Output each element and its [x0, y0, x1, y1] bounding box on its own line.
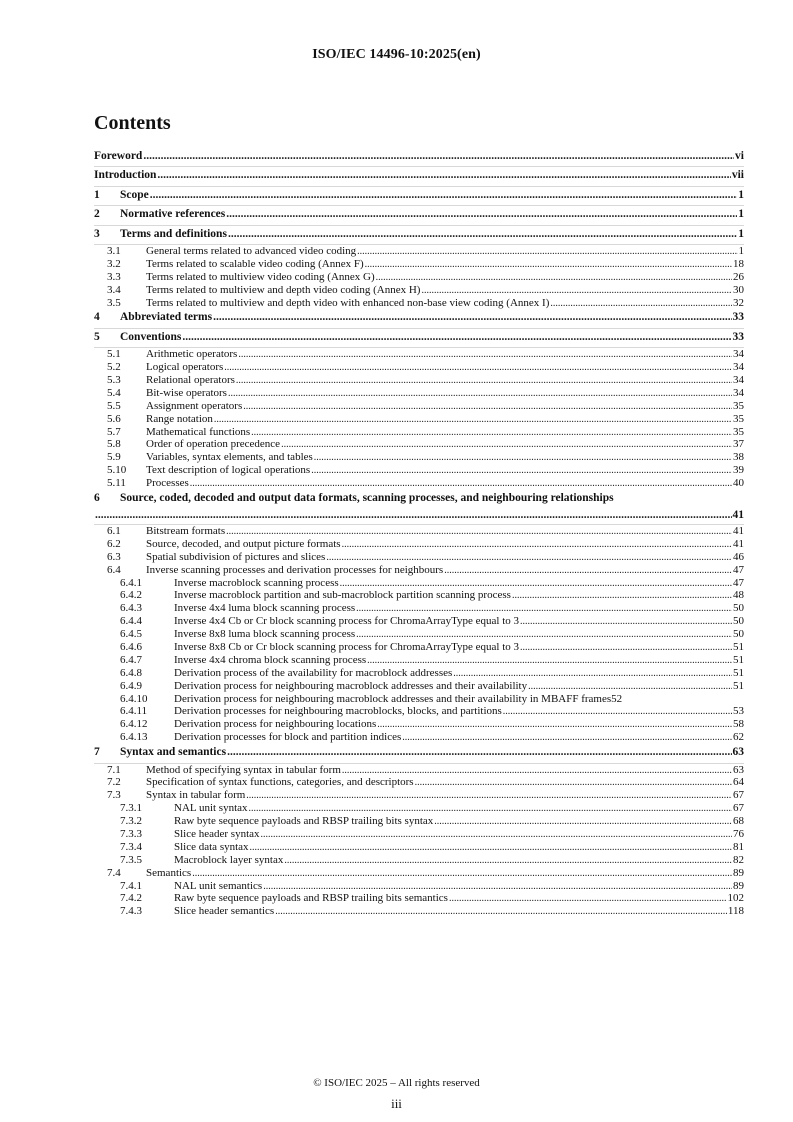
- toc-entry[interactable]: [94, 802, 744, 815]
- toc-entry-page: 34: [733, 361, 744, 374]
- toc-entry-page: 53: [733, 705, 744, 718]
- toc-entry-number: 7.3.3: [120, 827, 142, 840]
- toc-entry-number: 6.4.12: [120, 718, 148, 731]
- toc-entry-number: 5.11: [107, 477, 126, 490]
- toc-entry-page: 102: [727, 892, 744, 905]
- toc-entry[interactable]: [94, 693, 744, 706]
- toc-dot-leader: [214, 413, 732, 427]
- toc-entry[interactable]: [94, 705, 744, 718]
- toc-entry-title: Inverse 8x8 Cb or Cr block scanning process for ChromaArrayType equal to 3: [174, 641, 520, 653]
- toc-dot-leader: [143, 148, 734, 165]
- toc-entry[interactable]: [94, 348, 744, 361]
- toc-dot-leader: [243, 400, 732, 414]
- toc-dot-leader: [311, 464, 732, 478]
- toc-entry-page: 48: [733, 589, 744, 602]
- toc-entry-page: 1: [738, 227, 744, 240]
- toc-entry[interactable]: [94, 764, 744, 777]
- toc-entry-page: 18: [733, 257, 744, 270]
- toc-entry-page: 35: [733, 399, 744, 412]
- toc-dot-leader: [356, 628, 732, 642]
- toc-entry-title: General terms related to advanced video coding: [146, 244, 357, 257]
- toc-dot-leader: [377, 718, 732, 732]
- toc-entry-title: Slice header semantics: [174, 905, 275, 918]
- toc-entry[interactable]: [94, 905, 744, 918]
- toc-dot-leader: [281, 438, 732, 452]
- toc-entry-number: 6.4.1: [120, 576, 142, 589]
- toc-entry[interactable]: [94, 329, 744, 348]
- toc-entry[interactable]: [94, 841, 744, 854]
- toc-dot-leader: [376, 271, 732, 285]
- toc-entry-title: Spatial subdivision of pictures and slices: [146, 550, 326, 563]
- toc-entry-page: 35: [733, 425, 744, 438]
- toc-dot-leader: [284, 854, 732, 868]
- toc-dot-leader: [250, 841, 732, 855]
- toc-entry-title: Slice header syntax: [174, 827, 260, 840]
- toc-entry-title: Processes: [146, 477, 189, 490]
- toc-entry[interactable]: [94, 744, 744, 763]
- toc-entry-title: Inverse macroblock scanning process: [174, 576, 339, 589]
- toc-entry[interactable]: [94, 374, 744, 387]
- toc-entry-title: Abbreviated terms: [120, 311, 213, 324]
- toc-dot-leader: [192, 867, 732, 881]
- toc-entry-page: 51: [733, 666, 744, 679]
- toc-dot-leader: [520, 615, 732, 629]
- toc-dot-leader: [520, 641, 732, 655]
- toc-entry-number: 7.3.1: [120, 802, 142, 815]
- toc-entry[interactable]: [94, 667, 744, 680]
- toc-entry[interactable]: [94, 226, 744, 245]
- toc-entry[interactable]: [94, 245, 744, 258]
- toc-entry-number: 5.7: [107, 425, 121, 438]
- toc-dot-leader: [263, 880, 732, 894]
- toc-entry-number: 3.1: [107, 244, 121, 257]
- toc-entry-title: Derivation process for neighbouring macroblock addresses and their availability: [174, 679, 528, 692]
- toc-dot-leader: [528, 680, 732, 694]
- toc-dot-leader: [226, 206, 737, 223]
- toc-entry-title: Introduction: [94, 169, 157, 182]
- toc-dot-leader: [449, 892, 727, 906]
- toc-entry-number: 3.2: [107, 257, 121, 270]
- toc-entry-title: Range notation: [146, 412, 213, 425]
- toc-entry-title: Terms related to scalable video coding (Annex F): [146, 257, 364, 270]
- toc-entry-number: 6.4.5: [120, 628, 142, 641]
- toc-entry-number: 3.4: [107, 283, 121, 296]
- toc-entry-page: 68: [733, 815, 744, 828]
- toc-entry-title: Assignment operators: [146, 399, 243, 412]
- toc-entry[interactable]: [94, 615, 744, 628]
- toc-entry-title: Inverse 4x4 luma block scanning process: [174, 602, 356, 615]
- toc-entry-number: 6.4.11: [120, 705, 148, 718]
- toc-dot-leader: [228, 387, 732, 401]
- toc-entry[interactable]: [94, 426, 744, 439]
- toc-entry[interactable]: [94, 284, 744, 297]
- toc-entry-title: Conventions: [120, 330, 182, 343]
- toc-entry-page: 81: [733, 840, 744, 853]
- toc-entry-number: 3.5: [107, 296, 121, 309]
- toc-dot-leader: [226, 525, 732, 539]
- toc-entry-page: 34: [733, 373, 744, 386]
- toc-dot-leader: [342, 538, 732, 552]
- toc-entry[interactable]: [94, 477, 744, 490]
- toc-entry-page: 89: [733, 866, 744, 879]
- toc-entry[interactable]: [94, 654, 744, 667]
- toc-entry-page: 30: [733, 283, 744, 296]
- toc-dot-leader: [357, 245, 737, 259]
- toc-entry[interactable]: [94, 589, 744, 602]
- toc-entry-page: 67: [733, 802, 744, 815]
- toc-entry-number: 5.3: [107, 373, 121, 386]
- toc-entry-title: NAL unit syntax: [174, 802, 248, 815]
- toc-entry[interactable]: [94, 451, 744, 464]
- toc-entry-page: 58: [733, 718, 744, 731]
- toc-entry-page: 26: [733, 270, 744, 283]
- toc-dot-leader: [224, 361, 732, 375]
- toc-entry-number: 5.6: [107, 412, 121, 425]
- toc-entry-page: 52: [611, 692, 623, 705]
- toc-entry-title: Terms related to multiview and depth video coding (Annex H): [146, 283, 421, 296]
- toc-entry-page: 82: [733, 853, 744, 866]
- toc-entry-title: Macroblock layer syntax: [174, 853, 284, 866]
- toc-entry-number: 7.4.3: [120, 905, 142, 918]
- toc-entry-page: 63: [733, 763, 744, 776]
- toc-entry-number: 6.4.3: [120, 602, 142, 615]
- toc-entry[interactable]: [94, 271, 744, 284]
- toc-entry[interactable]: [94, 867, 744, 880]
- toc-entry-title: Slice data syntax: [174, 840, 249, 853]
- toc-dot-leader: [261, 828, 732, 842]
- toc-entry-page: 41: [733, 524, 744, 537]
- toc-dot-leader: [340, 577, 732, 591]
- toc-entry[interactable]: [94, 880, 744, 893]
- toc-dot-leader: [342, 764, 732, 778]
- toc-entry[interactable]: [94, 854, 744, 867]
- toc-dot-leader: [228, 226, 737, 243]
- toc-entry[interactable]: [94, 387, 744, 400]
- toc-entry-number: 6.2: [107, 537, 121, 550]
- toc-dot-leader: [213, 309, 731, 326]
- toc-entry-title: Specification of syntax functions, categories, and descriptors: [146, 776, 414, 789]
- toc-entry-number: 7.3.5: [120, 853, 142, 866]
- toc-entry-page: 89: [733, 879, 744, 892]
- toc-entry-page: 63: [732, 746, 744, 759]
- toc-dot-leader: [249, 802, 732, 816]
- toc-entry-number: 6: [94, 491, 100, 504]
- toc-entry[interactable]: [94, 680, 744, 693]
- toc-entry-title: Derivation processes for block and partition indices: [174, 731, 402, 744]
- toc-entry-title: Inverse scanning processes and derivation processes for neighbours: [146, 563, 444, 576]
- toc-entry-title: Terms and definitions: [120, 227, 227, 240]
- toc-entry-number: 5.2: [107, 361, 121, 374]
- toc-entry[interactable]: [94, 602, 744, 615]
- toc-entry-number: 3: [94, 227, 100, 240]
- toc-entry-page: 33: [732, 330, 744, 343]
- toc-entry-title: Derivation processes for neighbouring macroblocks, blocks, and partitions: [174, 705, 502, 718]
- toc-entry-number: 5.4: [107, 386, 121, 399]
- toc-dot-leader: [550, 297, 732, 311]
- toc-entry-title: Bit-wise operators: [146, 386, 227, 399]
- toc-dot-leader: [182, 329, 731, 346]
- toc-entry-title: Method of specifying syntax in tabular form: [146, 763, 341, 776]
- toc-dot-leader: [95, 507, 732, 524]
- toc-entry-title: Variables, syntax elements, and tables: [146, 451, 313, 464]
- toc-entry[interactable]: [94, 577, 744, 590]
- toc-dot-leader: [365, 258, 732, 272]
- toc-entry-title: Raw byte sequence payloads and RBSP trailing bits semantics: [174, 892, 448, 905]
- toc-entry-number: 7.4.1: [120, 879, 142, 892]
- toc-entry-page: 39: [733, 464, 744, 477]
- toc-entry-number: 7.3: [107, 789, 121, 802]
- toc-dot-leader: [236, 374, 732, 388]
- toc-dot-leader: [326, 551, 732, 565]
- toc-entry-title: Source, decoded, and output picture formats: [146, 537, 341, 550]
- toc-entry-title: Logical operators: [146, 361, 224, 374]
- toc-entry-number: 7.4: [107, 866, 121, 879]
- toc-entry-title: Inverse 4x4 chroma block scanning process: [174, 653, 367, 666]
- toc-entry-page: 41: [732, 508, 744, 521]
- toc-entry-title: Arithmetic operators: [146, 348, 238, 361]
- toc-entry-page: 51: [733, 641, 744, 653]
- toc-entry-number: 7.2: [107, 776, 121, 789]
- toc-entry-title: Source, coded, decoded and output data formats, scanning processes, and neighbouring relationships: [120, 491, 614, 504]
- toc-entry-number: 7.4.2: [120, 892, 142, 905]
- toc-entry-number: 5.10: [107, 464, 127, 477]
- toc-entry[interactable]: [94, 892, 744, 905]
- toc-entry-page: 50: [733, 628, 744, 641]
- toc-entry-page: 32: [733, 296, 744, 309]
- toc-dot-leader: [150, 187, 738, 204]
- toc-entry-number: 6.4.7: [120, 653, 142, 666]
- toc-entry-title: Order of operation precedence: [146, 438, 281, 451]
- toc-entry-number: 7: [94, 746, 100, 759]
- toc-entry-number: 6.4.4: [120, 615, 142, 628]
- toc-entry-page: 35: [733, 412, 744, 425]
- toc-entry-number: 7.3.4: [120, 840, 142, 853]
- toc-entry[interactable]: [94, 361, 744, 374]
- toc-entry[interactable]: [94, 206, 744, 225]
- toc-entry-number: 6.4.9: [120, 679, 142, 692]
- toc-entry-page: 67: [733, 789, 744, 802]
- toc-entry[interactable]: [94, 297, 744, 310]
- toc-entry-title: Syntax and semantics: [120, 746, 227, 759]
- toc-entry-page: 47: [733, 563, 744, 576]
- toc-entry-number: 7.3.2: [120, 815, 142, 828]
- toc-dot-leader: [512, 589, 732, 603]
- toc-dot-leader: [227, 744, 731, 761]
- toc-dot-leader: [314, 451, 732, 465]
- toc-entry-page: 50: [733, 602, 744, 615]
- toc-entry[interactable]: [94, 258, 744, 271]
- toc-entry[interactable]: [94, 167, 744, 186]
- toc-entry-number: 6.4.13: [120, 731, 148, 744]
- toc-entry[interactable]: [94, 641, 744, 654]
- toc-entry-page: 50: [733, 615, 744, 628]
- copyright-footer: © ISO/IEC 2025 – All rights reserved: [313, 1077, 480, 1089]
- toc-entry-number: 5.1: [107, 348, 121, 361]
- toc-entry-number: 5.5: [107, 399, 121, 412]
- toc-entry-number: 6.3: [107, 550, 121, 563]
- toc-entry-page: 118: [727, 905, 744, 918]
- toc-dot-leader: [415, 776, 732, 790]
- toc-entry[interactable]: [94, 789, 744, 802]
- toc-dot-leader: [275, 905, 727, 919]
- contents-heading: Contents: [94, 112, 171, 134]
- toc-entry[interactable]: [94, 538, 744, 551]
- toc-entry-number: 5.8: [107, 438, 121, 451]
- toc-entry-title: NAL unit semantics: [174, 879, 263, 892]
- toc-entry-number: 6.4.10: [120, 692, 148, 705]
- toc-entry-page: 1: [738, 208, 744, 221]
- toc-entry-title: Bitstream formats: [146, 524, 226, 537]
- toc-entry[interactable]: [94, 400, 744, 413]
- toc-entry-number: 6.4.6: [120, 641, 142, 653]
- toc-entry[interactable]: [94, 731, 744, 744]
- toc-entry-page: vii: [731, 169, 744, 182]
- toc-entry-number: 6.4.2: [120, 589, 142, 602]
- toc-entry[interactable]: [94, 525, 744, 538]
- toc-entry-page: 64: [733, 776, 744, 789]
- toc-entry-title: Derivation process for neighbouring macroblock addresses and their availability in MBAFF frames: [174, 692, 612, 705]
- toc-entry[interactable]: [94, 148, 744, 167]
- toc-dot-leader: [246, 789, 732, 803]
- toc-entry-title: Raw byte sequence payloads and RBSP trailing bits syntax: [174, 815, 434, 828]
- toc-entry-title: Terms related to multiview and depth video with enhanced non-base view coding (Annex I): [146, 296, 550, 309]
- page-number: iii: [391, 1096, 402, 1111]
- toc-entry-title: Mathematical functions: [146, 425, 251, 438]
- toc-entry-title: Derivation process of the availability for macroblock addresses: [174, 666, 453, 679]
- toc-entry-page: 1: [738, 188, 744, 201]
- toc-entry-title: Normative references: [120, 208, 226, 221]
- toc-dot-leader: [421, 284, 732, 298]
- toc-dot-leader: [453, 667, 732, 681]
- toc-dot-leader: [356, 602, 732, 616]
- toc-entry-title: Inverse 4x4 Cb or Cr block scanning process for ChromaArrayType equal to 3: [174, 615, 520, 628]
- toc-entry-number: 5.9: [107, 451, 121, 464]
- toc-entry[interactable]: [94, 551, 744, 564]
- toc-entry-title: Relational operators: [146, 373, 235, 386]
- toc-entry-number: 4: [94, 311, 100, 324]
- toc-entry-number: 6.1: [107, 524, 121, 537]
- toc-entry-page: 37: [733, 438, 744, 451]
- toc-entry-page: 1: [738, 244, 744, 257]
- toc-entry-number: 7.1: [107, 763, 121, 776]
- toc-entry-title: Scope: [120, 188, 149, 201]
- toc-entry-number: 6.4.8: [120, 666, 142, 679]
- toc-entry-title: Foreword: [94, 150, 143, 162]
- toc-dot-leader: [503, 705, 732, 719]
- toc-entry-number: 2: [94, 208, 100, 221]
- toc-entry-page: 51: [733, 653, 744, 666]
- toc-entry[interactable]: [94, 628, 744, 641]
- toc-entry-number: 3.3: [107, 270, 121, 283]
- toc-entry-title: Syntax in tabular form: [146, 789, 246, 802]
- toc-dot-leader: [434, 815, 732, 829]
- toc-entry-number: 1: [94, 188, 100, 201]
- toc-entry-page: 47: [733, 576, 744, 589]
- table-of-contents: [94, 148, 744, 918]
- toc-entry-page: 38: [733, 451, 744, 464]
- document-id-header: ISO/IEC 14496-10:2025(en): [312, 47, 481, 62]
- toc-dot-leader: [190, 477, 732, 491]
- toc-dot-leader: [367, 654, 732, 668]
- toc-dot-leader: [157, 167, 730, 184]
- toc-entry-title: Semantics: [146, 866, 192, 879]
- toc-entry[interactable]: [94, 490, 744, 525]
- toc-entry-title: Inverse macroblock partition and sub-macroblock partition scanning process: [174, 589, 511, 602]
- toc-entry-number: 6.4: [107, 563, 121, 576]
- toc-dot-leader: [402, 731, 732, 745]
- toc-entry[interactable]: [94, 564, 744, 577]
- toc-entry[interactable]: [94, 464, 744, 477]
- toc-entry[interactable]: [94, 815, 744, 828]
- toc-entry-page: 34: [733, 386, 744, 399]
- toc-entry[interactable]: [94, 776, 744, 789]
- toc-dot-leader: [238, 348, 732, 362]
- toc-entry-page: 33: [732, 311, 744, 324]
- toc-entry-page: vi: [735, 150, 744, 162]
- toc-entry-title: Inverse 8x8 luma block scanning process: [174, 628, 356, 641]
- toc-dot-leader: [444, 564, 732, 578]
- toc-entry-title: Terms related to multiview video coding (Annex G): [146, 270, 375, 283]
- toc-entry-page: 51: [733, 679, 744, 692]
- toc-entry-page: 76: [733, 827, 744, 840]
- toc-entry-page: 41: [733, 537, 744, 550]
- toc-entry-page: 34: [733, 348, 744, 361]
- toc-entry[interactable]: [94, 413, 744, 426]
- toc-entry[interactable]: [94, 438, 744, 451]
- toc-entry-page: 46: [733, 550, 744, 563]
- toc-entry[interactable]: [94, 187, 744, 206]
- toc-entry-number: 5: [94, 330, 100, 343]
- toc-entry[interactable]: [94, 718, 744, 731]
- toc-entry-title: Derivation process for neighbouring locations: [174, 718, 377, 731]
- toc-wrapped-line: [94, 507, 744, 524]
- toc-entry-title: Text description of logical operations: [146, 464, 311, 477]
- toc-dot-leader: [251, 426, 732, 440]
- toc-entry[interactable]: [94, 309, 744, 328]
- toc-entry[interactable]: [94, 828, 744, 841]
- toc-entry-page: 62: [733, 731, 744, 744]
- toc-entry-page: 40: [733, 477, 744, 490]
